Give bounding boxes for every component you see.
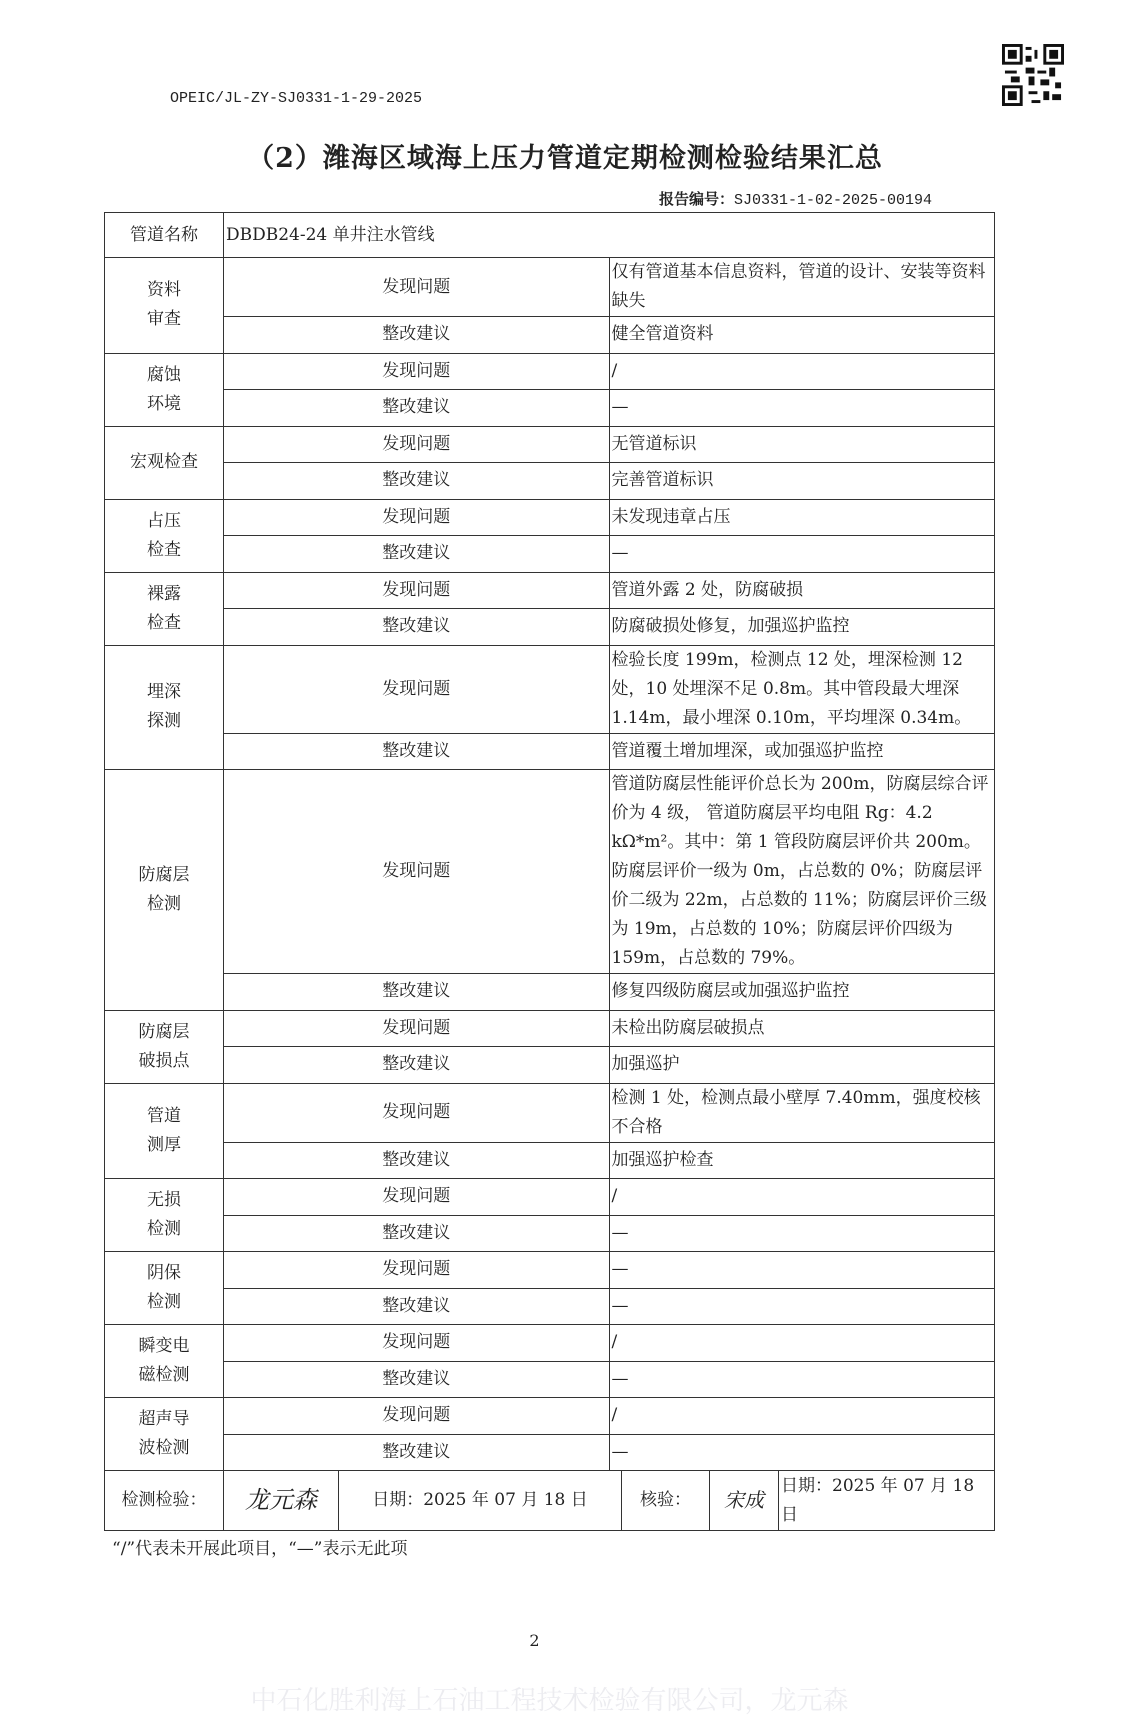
- advice-label: 整改建议: [224, 317, 610, 354]
- section-name: 阴保 检测: [105, 1252, 224, 1325]
- watermark: 中石化胜利海上石油工程技术检验有限公司，龙元森: [250, 1686, 849, 1716]
- page-title: （2）潍海区域海上压力管道定期检测检验结果汇总: [247, 143, 883, 174]
- report-number-value: SJ0331-1-02-2025-00194: [733, 192, 932, 209]
- issue-text: /: [609, 1179, 995, 1216]
- section-issue-row: [105, 1325, 995, 1362]
- section-issue-row: [105, 258, 995, 317]
- section-advice-row: [105, 609, 995, 646]
- inspect-date: 日期：2025 年 07 月 18 日: [339, 1471, 622, 1530]
- advice-text: 完善管道标识: [609, 463, 995, 500]
- issue-text: —: [609, 1252, 995, 1289]
- advice-text: —: [609, 1434, 995, 1471]
- section-issue-row: [105, 353, 995, 390]
- section-name: 管道 测厚: [105, 1083, 224, 1179]
- section-advice-row: [105, 390, 995, 427]
- section-name: 资料 审查: [105, 258, 224, 354]
- issue-label: 发现问题: [224, 1398, 610, 1435]
- section-issue-row: [105, 426, 995, 463]
- signoff-row: [105, 1471, 995, 1531]
- issue-label: 发现问题: [224, 1083, 610, 1142]
- pipeline-name-label: 管道名称: [105, 213, 224, 258]
- advice-text: 管道覆土增加埋深，或加强巡护监控: [609, 733, 995, 770]
- advice-text: —: [609, 1361, 995, 1398]
- advice-text: —: [609, 390, 995, 427]
- section-issue-row: [105, 645, 995, 733]
- inspect-label: 检测检验：: [105, 1471, 224, 1531]
- issue-text: 仅有管道基本信息资料，管道的设计、安装等资料缺失: [609, 258, 995, 317]
- issue-text: 管道防腐层性能评价总长为 200m，防腐层综合评价为 4 级， 管道防腐层平均电阻 Rg：4.2 kΩ*m²。其中：第 1 管段防腐层评价共 200m。防腐层评价一级为 0m，占总数的 0%；防腐层评价二级为 22m，占总数的 11%；防腐层评价三级为 19m，占总数的 10%；防腐层评价四级为 159m，占总数的 79%。: [609, 770, 995, 974]
- section-issue-row: [105, 499, 995, 536]
- section-advice-row: [105, 1361, 995, 1398]
- section-advice-row: [105, 317, 995, 354]
- section-name: 防腐层 破损点: [105, 1010, 224, 1083]
- advice-text: 防腐破损处修复，加强巡护监控: [609, 609, 995, 646]
- section-name: 无损 检测: [105, 1179, 224, 1252]
- qr-code-icon: [1002, 44, 1064, 106]
- issue-text: 检验长度 199m，检测点 12 处，埋深检测 12 处，10 处埋深不足 0.8m。其中管段最大埋深 1.14m，最小埋深 0.10m，平均埋深 0.34m。: [609, 645, 995, 733]
- issue-label: 发现问题: [224, 1179, 610, 1216]
- issue-label: 发现问题: [224, 258, 610, 317]
- section-name: 腐蚀 环境: [105, 353, 224, 426]
- verifier-signature: 宋成: [710, 1471, 779, 1530]
- section-issue-row: [105, 1252, 995, 1289]
- section-issue-row: [105, 1398, 995, 1435]
- section-advice-row: [105, 536, 995, 573]
- section-issue-row: [105, 572, 995, 609]
- section-issue-row: [105, 1083, 995, 1142]
- report-number: [659, 188, 932, 209]
- advice-label: 整改建议: [224, 609, 610, 646]
- issue-text: 检测 1 处，检测点最小壁厚 7.40mm，强度校核不合格: [609, 1083, 995, 1142]
- advice-text: 加强巡护: [609, 1047, 995, 1084]
- page-number: 2: [529, 1631, 540, 1650]
- advice-label: 整改建议: [224, 1434, 610, 1471]
- section-advice-row: [105, 1047, 995, 1084]
- section-name: 瞬变电 磁检测: [105, 1325, 224, 1398]
- signoff-cells: [224, 1471, 995, 1531]
- advice-label: 整改建议: [224, 1288, 610, 1325]
- advice-label: 整改建议: [224, 1142, 610, 1179]
- issue-label: 发现问题: [224, 572, 610, 609]
- advice-label: 整改建议: [224, 733, 610, 770]
- report-number-label: 报告编号：: [658, 190, 734, 208]
- advice-text: —: [609, 536, 995, 573]
- section-issue-row: [105, 1179, 995, 1216]
- inspector-signature: 龙元森: [224, 1471, 339, 1530]
- section-issue-row: [105, 770, 995, 974]
- section-advice-row: [105, 1215, 995, 1252]
- issue-text: 管道外露 2 处，防腐破损: [609, 572, 995, 609]
- verify-label: 核验：: [622, 1471, 710, 1530]
- document-number: OPEIC/JL-ZY-SJ0331-1-29-2025: [170, 90, 423, 107]
- issue-text: 无管道标识: [609, 426, 995, 463]
- issue-label: 发现问题: [224, 1252, 610, 1289]
- advice-label: 整改建议: [224, 390, 610, 427]
- section-name: 超声导 波检测: [105, 1398, 224, 1471]
- advice-label: 整改建议: [224, 1361, 610, 1398]
- section-advice-row: [105, 733, 995, 770]
- section-name: 埋深 探测: [105, 645, 224, 770]
- advice-text: —: [609, 1288, 995, 1325]
- section-advice-row: [105, 974, 995, 1011]
- section-name: 裸露 检查: [105, 572, 224, 645]
- section-name: 宏观检查: [105, 426, 224, 499]
- footnote: “/”代表未开展此项目，“—”表示无此项: [112, 1539, 408, 1559]
- advice-text: 修复四级防腐层或加强巡护监控: [609, 974, 995, 1011]
- advice-text: 健全管道资料: [609, 317, 995, 354]
- verify-date: 日期：2025 年 07 月 18 日: [781, 1475, 975, 1525]
- results-table: [104, 212, 995, 1531]
- section-advice-row: [105, 463, 995, 500]
- advice-text: 加强巡护检查: [609, 1142, 995, 1179]
- issue-text: 未发现违章占压: [609, 499, 995, 536]
- issue-label: 发现问题: [224, 1010, 610, 1047]
- issue-label: 发现问题: [224, 353, 610, 390]
- section-advice-row: [105, 1288, 995, 1325]
- issue-label: 发现问题: [224, 645, 610, 733]
- advice-label: 整改建议: [224, 1047, 610, 1084]
- issue-label: 发现问题: [224, 770, 610, 974]
- advice-label: 整改建议: [224, 536, 610, 573]
- issue-label: 发现问题: [224, 426, 610, 463]
- section-name: 占压 检查: [105, 499, 224, 572]
- pipeline-name-value: DBDB24-24 单井注水管线: [224, 213, 995, 258]
- section-name: 防腐层 检测: [105, 770, 224, 1011]
- advice-text: —: [609, 1215, 995, 1252]
- issue-label: 发现问题: [224, 1325, 610, 1362]
- advice-label: 整改建议: [224, 1215, 610, 1252]
- section-issue-row: [105, 1010, 995, 1047]
- advice-label: 整改建议: [224, 463, 610, 500]
- issue-text: /: [609, 1398, 995, 1435]
- report-body: [104, 212, 995, 1717]
- advice-label: 整改建议: [224, 974, 610, 1011]
- section-advice-row: [105, 1434, 995, 1471]
- pipeline-name-row: [105, 213, 995, 258]
- issue-label: 发现问题: [224, 499, 610, 536]
- issue-text: /: [609, 353, 995, 390]
- issue-text: 未检出防腐层破损点: [609, 1010, 995, 1047]
- section-advice-row: [105, 1142, 995, 1179]
- issue-text: /: [609, 1325, 995, 1362]
